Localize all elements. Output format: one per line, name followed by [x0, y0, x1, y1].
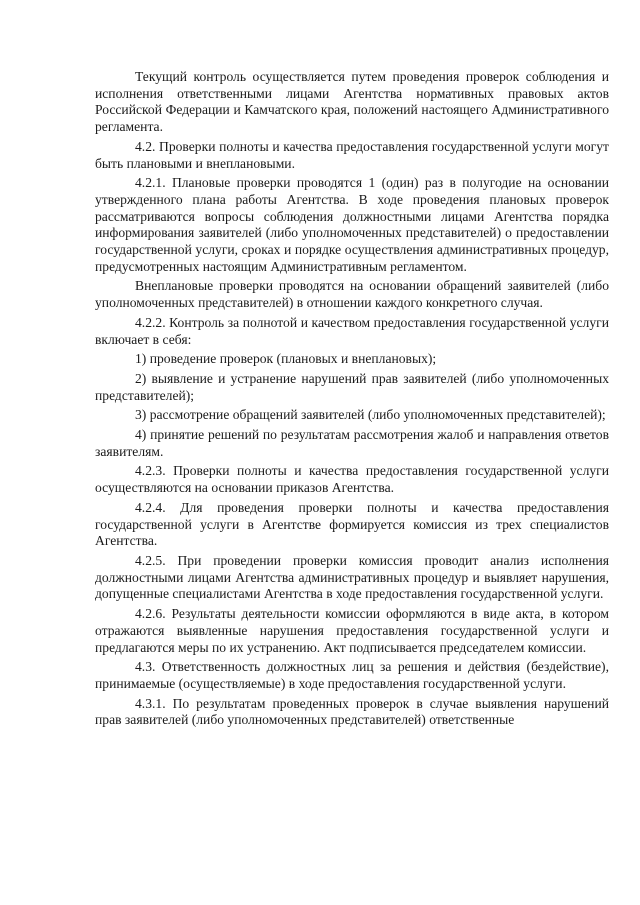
paragraph-4-2-3: 4.2.3. Проверки полноты и качества предоставления государственной услуги осуществляются на основании приказов Агентства. [95, 463, 609, 496]
list-item-1: 1) проведение проверок (плановых и внеплановых); [135, 351, 437, 367]
paragraph-unscheduled-checks: Внеплановые проверки проводятся на основании обращений заявителей (либо уполномоченных представителей) в отношении каждого конкретного случая. [95, 278, 609, 311]
paragraph-4-2-1: 4.2.1. Плановые проверки проводятся 1 (один) раз в полугодие на основании утвержденного плана работы Агентства. В ходе проведения плановых проверок рассматриваются вопросы соблюдения должностными лицами Агентства порядка информирования заявителей (либо уполномоченных представителей) о предоставлении государственной услуги, сроках и порядке осуществления административных процедур, предусмотренных настоящим Административным регламентом. [95, 175, 609, 274]
paragraph-4-3: 4.3. Ответственность должностных лиц за решения и действия (бездействие), принимаемые (осуществляемые) в ходе предоставления государственной услуги. [95, 659, 609, 691]
document-page [95, 69, 609, 732]
paragraph-4-2-5: 4.2.5. При проведении проверки комиссия проводит анализ исполнения должностными лицами Агентства административных процедур и выявляет нарушения, допущенные специалистами Агентства в ходе предоставления государственной услуги. [95, 552, 609, 602]
paragraph-4-3-1: 4.3.1. По результатам проведенных проверок в случае выявления нарушений прав заявителей (либо уполномоченных представителей) ответственные [95, 695, 609, 728]
paragraph-4-2-2: 4.2.2. Контроль за полнотой и качеством предоставления государственной услуги включает в себя: [95, 314, 609, 347]
paragraph-4-2: 4.2. Проверки полноты и качества предоставления государственной услуги могут быть плановыми и внеплановыми. [95, 138, 609, 171]
paragraph-4-2-4: 4.2.4. Для проведения проверки полноты и качества предоставления государственной услуги в Агентстве формируется комиссия из трех специалистов Агентства. [95, 499, 609, 549]
paragraph-4-2-6: 4.2.6. Результаты деятельности комиссии оформляются в виде акта, в котором отражаются выявленные нарушения предоставления государственной услуги и предлагаются меры по их устранению. Акт подписывается председателем комиссии. [95, 606, 609, 655]
list-item-2: 2) выявление и устранение нарушений прав заявителей (либо уполномоченных представителей); [95, 370, 609, 403]
paragraph-current-control: Текущий контроль осуществляется путем проведения проверок соблюдения и исполнения ответственными лицами Агентства нормативных правовых актов Российской Федерации и Камчатского края, положений настоящего Административного регламента. [95, 69, 609, 135]
list-item-4: 4) принятие решений по результатам рассмотрения жалоб и направления ответов заявителям. [95, 427, 609, 459]
list-item-3: 3) рассмотрение обращений заявителей (либо уполномоченных представителей); [135, 407, 606, 423]
